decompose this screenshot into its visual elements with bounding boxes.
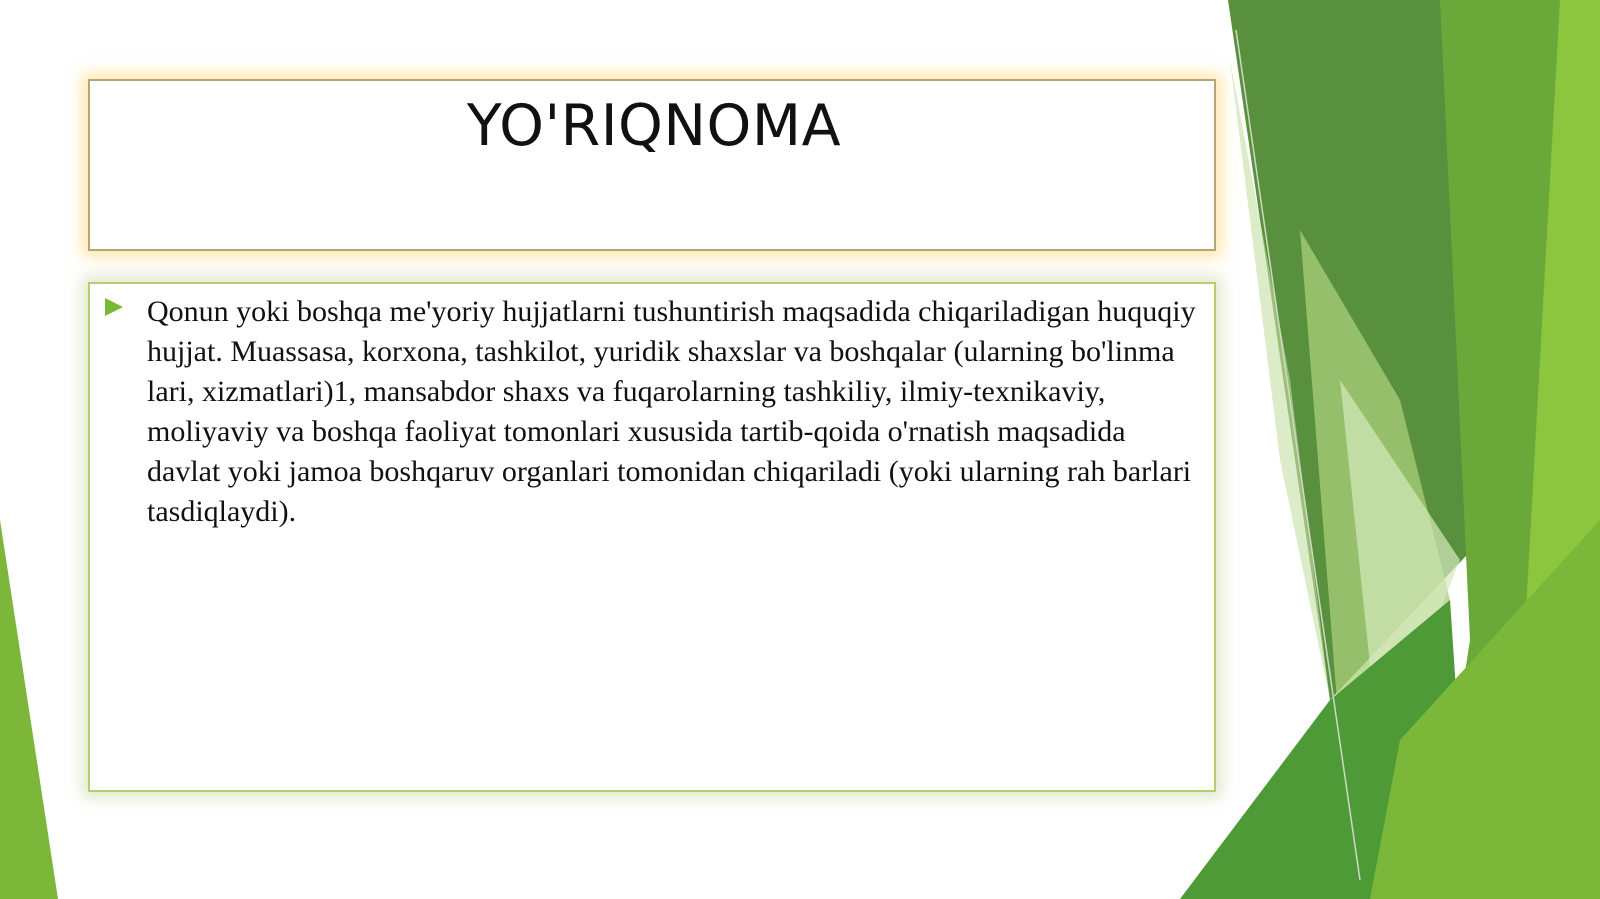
content-placeholder	[88, 282, 1216, 792]
slide-title: YO'RIQNOMA	[466, 93, 842, 159]
title-placeholder	[88, 79, 1216, 251]
triangle-bullet-icon	[105, 298, 123, 316]
left-sliver	[0, 520, 58, 899]
bullet-paragraph: Qonun yoki boshqa me'yoriy hujjatlarni tushuntirish maqsadida chiqariladigan huquqiy hujjat. Muassasa, korxona, tashkilot, yuridik shaxslar va boshqalar (ularning bo'linma lari, xizmatlari)1, mansabdor shaxs va fuqarolarning tashkiliy, ilmiy-texnikaviy, moliyaviy va boshqa faoliyat tomonlari xususida tartib-qoida o'rnatish maqsadida davlat yoki jamoa boshqaruv organlari tomonidan chiqariladi (yoki ularning rah barlari tasdiqlaydi).	[147, 295, 1196, 528]
